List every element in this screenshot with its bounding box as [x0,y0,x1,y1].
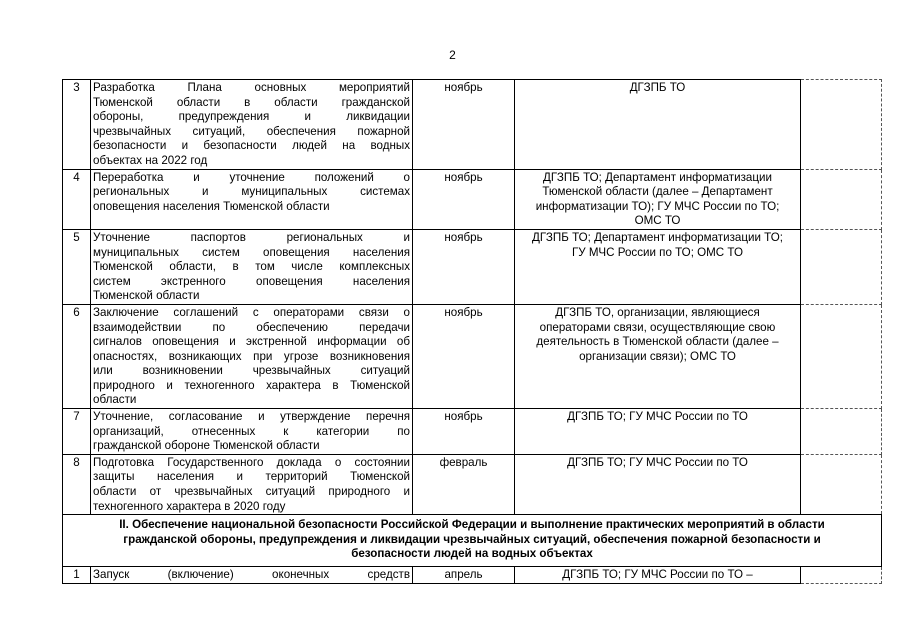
event-line: организаций, отнесенных к категории по [93,424,410,438]
event-line: природного и техногенного характера в Тюменской [93,378,410,392]
event-line: муниципальных систем оповещения населения [93,245,410,259]
event-description [91,169,413,229]
event-description [91,304,413,408]
event-deadline: ноябрь [413,80,515,170]
row-number: 6 [63,304,91,408]
row-number: 5 [63,229,91,304]
responsible-line: деятельность в Тюменской области (далее – [536,335,779,349]
responsible-parties [515,304,801,408]
table-row [63,454,882,514]
responsible-line: ГУ МЧС России по ТО; ОМС ТО [572,245,743,259]
event-line: области от чрезвычайных ситуаций природного и [93,485,410,499]
note-cell [801,229,882,304]
event-line: чрезвычайных ситуаций, обеспечения пожарной [93,124,410,138]
event-line: Запуск (включение) оконечных средств [93,568,410,581]
event-line: области [93,393,137,407]
event-line: обороны, предупреждения и ликвидации [93,110,410,124]
event-line: или возникновении чрезвычайных ситуаций [93,364,410,378]
note-cell [801,304,882,408]
event-description [91,409,413,455]
responsible-line: информатизации ТО); ГУ МЧС России по ТО; [535,199,780,213]
event-line: взаимодействии по обеспечению передачи [93,320,410,334]
event-description [91,229,413,304]
responsible-parties [515,169,801,229]
responsible-line: организации связи); ОМС ТО [579,349,736,363]
responsible-parties [515,229,801,304]
table-row [63,229,882,304]
note-cell [801,567,882,584]
responsible-parties [515,80,801,170]
event-line: сигналов оповещения и экстренной информации об [93,335,410,349]
event-line: объектах на 2022 год [93,153,208,167]
table-row [63,567,882,584]
responsible-line: ДГЗПБ ТО; Департамент информатизации ТО; [532,230,783,244]
responsible-parties [515,409,801,455]
event-line: Разработка Плана основных мероприятий [93,81,410,94]
event-description [91,567,413,584]
event-line: гражданской обороне Тюменской области [93,439,320,453]
page-number: 2 [449,48,456,62]
event-line: защиты населения и территорий Тюменской [93,470,410,484]
event-deadline: ноябрь [413,229,515,304]
event-line: Уточнение, согласование и утверждение перечня [93,410,410,424]
section-heading-line: безопасности людей на водных объектах [351,547,593,561]
table-row [63,409,882,455]
row-number: 7 [63,409,91,455]
row-number: 3 [63,80,91,170]
row-number: 4 [63,169,91,229]
event-line: Тюменской области [93,289,200,303]
responsible-line: ДГЗПБ ТО [629,81,686,94]
event-line: Переработка и уточнение положений о [93,170,410,184]
responsible-line: ДГЗПБ ТО, организации, являющиеся [555,305,760,319]
table-row [63,304,882,408]
event-line: систем экстренного оповещения населения [93,274,410,288]
responsible-line: ОМС ТО [634,214,681,228]
note-cell [801,454,882,514]
section-heading-line: гражданской обороны, предупреждения и ликвидации чрезвычайных ситуаций, обеспечения пожарной безопасности и [123,532,821,546]
event-line: оповещения населения Тюменской области [93,199,330,213]
responsible-line: ДГЗПБ ТО; ГУ МЧС России по ТО – [562,568,753,581]
table-row [63,80,882,170]
event-line: Тюменской области в области гражданской [93,95,410,109]
event-line: Тюменской области, в том числе комплексных [93,260,410,274]
events-table [62,79,882,584]
event-line: Подготовка Государственного доклада о состоянии [93,455,410,469]
section-header-row [63,515,882,567]
responsible-line: ДГЗПБ ТО; Департамент информатизации [543,170,772,184]
responsible-line: операторами связи, осуществляющие свою [539,320,776,334]
event-deadline: апрель [413,567,515,584]
responsible-parties [515,567,801,584]
event-deadline: ноябрь [413,409,515,455]
event-line: региональных и муниципальных системах [93,185,410,199]
event-line: Уточнение паспортов региональных и [93,230,410,244]
note-cell [801,80,882,170]
responsible-line: Тюменской области (далее – Департамент [542,185,773,199]
event-line: безопасности и безопасности людей на водных [93,139,410,153]
event-deadline: ноябрь [413,169,515,229]
event-line: техногенного характера в 2020 году [93,499,286,513]
event-deadline: ноябрь [413,304,515,408]
section-heading-line: II. Обеспечение национальной безопасности Российской Федерации и выполнение практических мероприятий в области [119,518,825,532]
section-heading [63,515,882,567]
note-cell [801,169,882,229]
note-cell [801,409,882,455]
event-description [91,80,413,170]
event-description [91,454,413,514]
table-row [63,169,882,229]
responsible-line: ДГЗПБ ТО; ГУ МЧС России по ТО [567,410,748,424]
event-deadline: февраль [413,454,515,514]
row-number: 1 [63,567,91,584]
row-number: 8 [63,454,91,514]
responsible-parties [515,454,801,514]
event-line: Заключение соглашений с операторами связи о [93,305,410,319]
responsible-line: ДГЗПБ ТО; ГУ МЧС России по ТО [567,455,748,469]
event-line: опасностях, возникающих при угрозе возникновения [93,349,410,363]
